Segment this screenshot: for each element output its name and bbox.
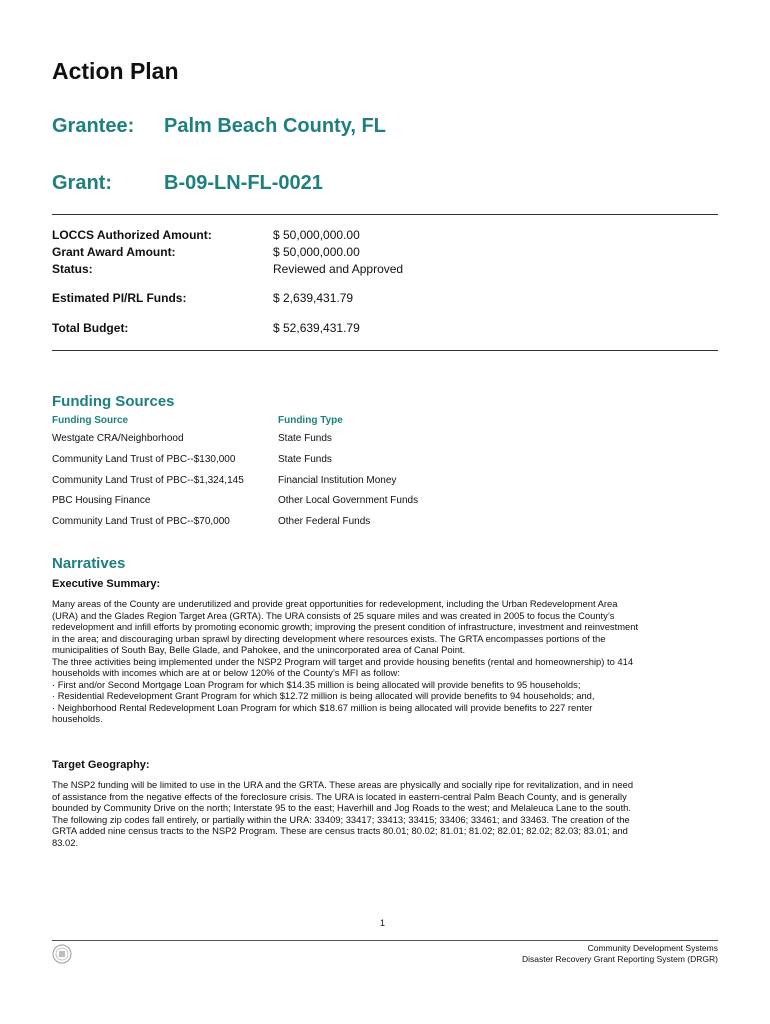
page-title: Action Plan bbox=[52, 58, 179, 84]
target-geography-text: The NSP2 funding will be limited to use in the URA and the GRTA. These areas are physically and socially ripe for revitalization, and in need of assistance from the negative effects of the foreclosure crisis. The URA is located in eastern-central Palm Beach County, and is generally bounded by Community Drive on the north; Interstate 95 to the east; Haverhill and Jog Roads to the west; and Melaleuca Lane to the south. The following zip codes fall entirely, or partially within the URA: 33409; 33417; 33413; 33415; 33406; 33461; and 33463. The creation of the GRTA added nine census tracts to the NSP2 Program. These are census tracts 80.01; 80.02; 81.01; 81.02; 82.01; 82.02; 82.03; 83.01; and 83.02. bbox=[52, 779, 634, 848]
status-value: Reviewed and Approved bbox=[273, 262, 404, 276]
funding-source-col-header: Funding Source bbox=[52, 415, 129, 426]
grant-value: B-09-LN-FL-0021 bbox=[164, 172, 323, 194]
target-geography-heading: Target Geography: bbox=[52, 759, 150, 771]
footer-system-subtitle: Disaster Recovery Grant Reporting System (DRGR) bbox=[521, 954, 718, 964]
pirl-label: Estimated PI/RL Funds: bbox=[52, 291, 187, 305]
funding-source-cell: PBC Housing Finance bbox=[52, 495, 151, 506]
grantee-row bbox=[52, 115, 386, 138]
funding-source-cell: Community Land Trust of PBC--$130,000 bbox=[52, 454, 236, 465]
grantee-value: Palm Beach County, FL bbox=[164, 115, 386, 137]
footer-divider bbox=[52, 940, 718, 941]
funding-type-cell: Other Local Government Funds bbox=[278, 495, 419, 506]
hud-seal-icon bbox=[52, 944, 72, 964]
loccs-label: LOCCS Authorized Amount: bbox=[52, 228, 212, 242]
total-budget-label: Total Budget: bbox=[52, 321, 129, 335]
executive-summary-heading: Executive Summary: bbox=[52, 578, 161, 590]
page-number: 1 bbox=[380, 918, 386, 928]
funding-source-cell: Community Land Trust of PBC--$70,000 bbox=[52, 516, 230, 527]
divider-bottom bbox=[52, 350, 718, 351]
loccs-value: $ 50,000,000.00 bbox=[273, 228, 360, 242]
grantee-label: Grantee: bbox=[52, 115, 135, 137]
grant-award-value: $ 50,000,000.00 bbox=[273, 245, 360, 259]
grant-row bbox=[52, 172, 323, 195]
footer-system-name: Community Development Systems bbox=[587, 943, 718, 953]
funding-type-cell: State Funds bbox=[278, 433, 332, 444]
narratives-heading: Narratives bbox=[52, 555, 126, 572]
grant-award-label: Grant Award Amount: bbox=[52, 245, 176, 259]
grant-label: Grant: bbox=[52, 172, 112, 194]
funding-source-cell: Community Land Trust of PBC--$1,324,145 bbox=[52, 475, 244, 486]
funding-type-cell: Financial Institution Money bbox=[278, 475, 397, 486]
pirl-value: $ 2,639,431.79 bbox=[273, 291, 354, 305]
funding-type-cell: Other Federal Funds bbox=[278, 516, 371, 527]
funding-source-cell: Westgate CRA/Neighborhood bbox=[52, 433, 184, 444]
divider-top bbox=[52, 214, 718, 215]
total-budget-value: $ 52,639,431.79 bbox=[273, 321, 360, 335]
funding-type-cell: State Funds bbox=[278, 454, 332, 465]
executive-summary-text: Many areas of the County are underutilized and provide great opportunities for redevelopment, including the Urban Redevelopment Area (URA) and the Glades Region Target Area (GRTA). The URA consists of 25 square miles and was created in 2005 to focus the County’s redevelopment and infill efforts by promoting economic growth; improving the present condition of infrastructure, investment and reinvestment in the area; and discouraging urban sprawl by directing development where resources exists. The GRTA encompasses portions of the municipalities of South Bay, Belle Glade, and Pahokee, and the unincorporated area of Canal Point. The three activities being implemented under the NSP2 Program will target and provide housing benefits (rental and homeownership) to 414 households with incomes which are at or below 120% of the County’s MFI as follow: · First and/or Second Mortgage Loan Program for which $14.35 million is being allocated will provide benefits to 95 households; · Residential Redevelopment Grant Program for which $12.72 million is being allocated will provide benefits to 94 households; and, · Neighborhood Rental Redevelopment Loan Program for which $18.67 million is being allocated will provide benefits to 227 renter households. bbox=[52, 598, 639, 724]
funding-type-col-header: Funding Type bbox=[278, 415, 343, 426]
status-label: Status: bbox=[52, 262, 93, 276]
funding-sources-heading: Funding Sources bbox=[52, 393, 175, 410]
